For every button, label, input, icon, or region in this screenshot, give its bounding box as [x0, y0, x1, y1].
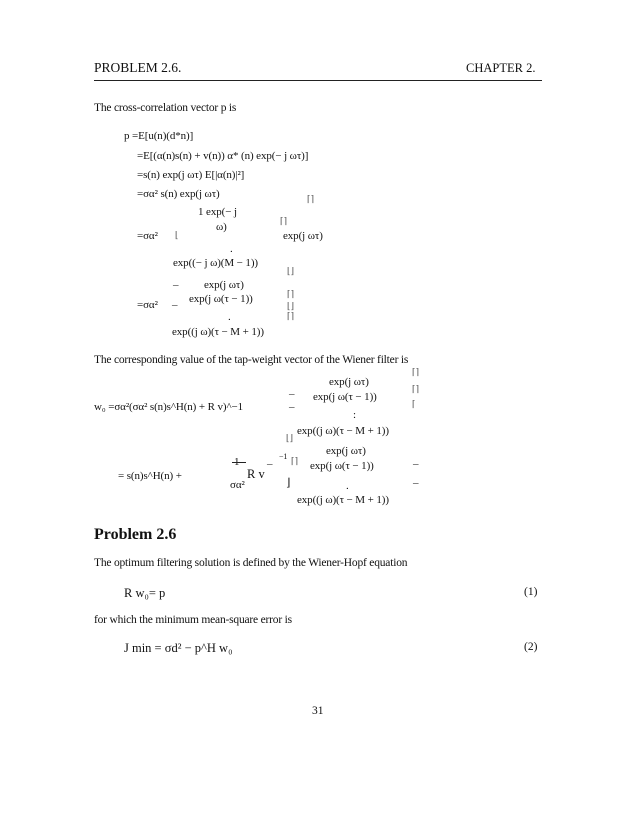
bracket-dash: – [289, 388, 295, 400]
bracket-dash: – [289, 401, 295, 413]
w0-vec1-dot: : [353, 409, 356, 421]
w0-vec2-row3: exp((j ω)(τ − M + 1)) [297, 494, 389, 506]
vec-a-dot: . [230, 243, 233, 255]
w0-vec2-dot: . [346, 480, 349, 492]
w0-vec1-row2: exp(j ω(τ − 1)) [313, 391, 377, 403]
p-eq-line4: =σα² s(n) exp(j ωτ) [137, 188, 220, 200]
w0-vec2-row2: exp(j ω(τ − 1)) [310, 460, 374, 472]
bracket-corner: ⌊⌋ [287, 301, 295, 311]
vec-b-row1: exp(j ωτ) [204, 279, 244, 291]
p-eq-line2: =E[(α(n)s(n) + v(n)) α* (n) exp(− j ωτ)] [137, 150, 309, 162]
vec-a-row3: exp((− j ω)(M − 1)) [173, 257, 258, 269]
header-right: CHAPTER 2. [466, 61, 536, 75]
bracket-corner: ⌈⌉ [307, 194, 315, 204]
bracket-corner: ⌈⌉ [287, 311, 295, 321]
p-eq-line1: p =E[u(n)(d*n)] [124, 130, 194, 142]
w0-vec1-row3: exp((j ω)(τ − M + 1)) [297, 425, 389, 437]
bracket-dash: – [173, 279, 179, 291]
vec-b-row3: exp((j ω)(τ − M + 1)) [172, 326, 264, 338]
page-number: 31 [312, 705, 324, 717]
header-rule [94, 80, 542, 81]
bracket-left: ⌊ [175, 230, 179, 240]
section-para2: for which the minimum mean-square error is [94, 614, 292, 626]
header-left: PROBLEM 2.6. [94, 60, 182, 75]
p-eq-line3: =s(n) exp(j ωτ) E[|α(n)|²] [137, 169, 245, 181]
w0-eq2-lhs: = s(n)s^H(n) + [118, 470, 182, 482]
bracket-corner: ⌈⌉ [287, 289, 295, 299]
bracket-corner: ⌈⌉ [280, 216, 288, 226]
bracket-bottom: ⌋ [286, 477, 291, 489]
fraction-bar [232, 462, 246, 463]
bracket-corner: ⌈⌉ [412, 367, 420, 377]
vec-b-dot: . [228, 311, 231, 323]
section-heading: Problem 2.6 [94, 526, 177, 543]
w0-eq-lhs: w₀ =σα²(σα² s(n)s^H(n) + R v)^−1 [94, 401, 244, 413]
bracket-corner: ⌈⌉ [412, 384, 420, 394]
inverse-exponent: −1 [279, 452, 288, 461]
wiener-intro-text: The corresponding value of the tap-weight vector of the Wiener filter is [94, 354, 409, 366]
vec-a-row1: 1 exp(− j [198, 206, 237, 218]
equation-number-1: (1) [524, 586, 538, 598]
min-mse-equation: J min = σd² − p^H w₀ [124, 641, 233, 655]
p-eq-line6-lhs: =σα² [137, 299, 158, 311]
bracket-corner: ⌊⌋ [286, 433, 294, 443]
vec-b-row2: exp(j ω(τ − 1)) [189, 293, 253, 305]
vec-a-row2: ω) [216, 221, 227, 233]
bracket-corner: ⌈ [412, 399, 416, 409]
bracket-dash: – [172, 299, 178, 311]
intro-text: The cross-correlation vector p is [94, 102, 237, 114]
w0-vec2-row1: exp(j ωτ) [326, 445, 366, 457]
vec-a-factor: exp(j ωτ) [283, 230, 323, 242]
p-eq-line5-lhs: =σα² [137, 230, 158, 242]
bracket-corner: ⌊⌋ [287, 266, 295, 276]
w0-vec1-row1: exp(j ωτ) [329, 376, 369, 388]
bracket-dash: – [413, 458, 419, 470]
fraction-denominator: σα² [230, 479, 245, 491]
equation-number-2: (2) [524, 641, 538, 653]
wiener-hopf-equation: R w₀= p [124, 586, 166, 600]
bracket-dash: – [413, 477, 419, 489]
bracket-dash: – [267, 458, 273, 470]
bracket-corner: ⌈⌉ [291, 456, 299, 466]
noise-correlation-matrix: R v [247, 467, 265, 481]
section-para1: The optimum filtering solution is defined by the Wiener-Hopf equation [94, 557, 408, 569]
